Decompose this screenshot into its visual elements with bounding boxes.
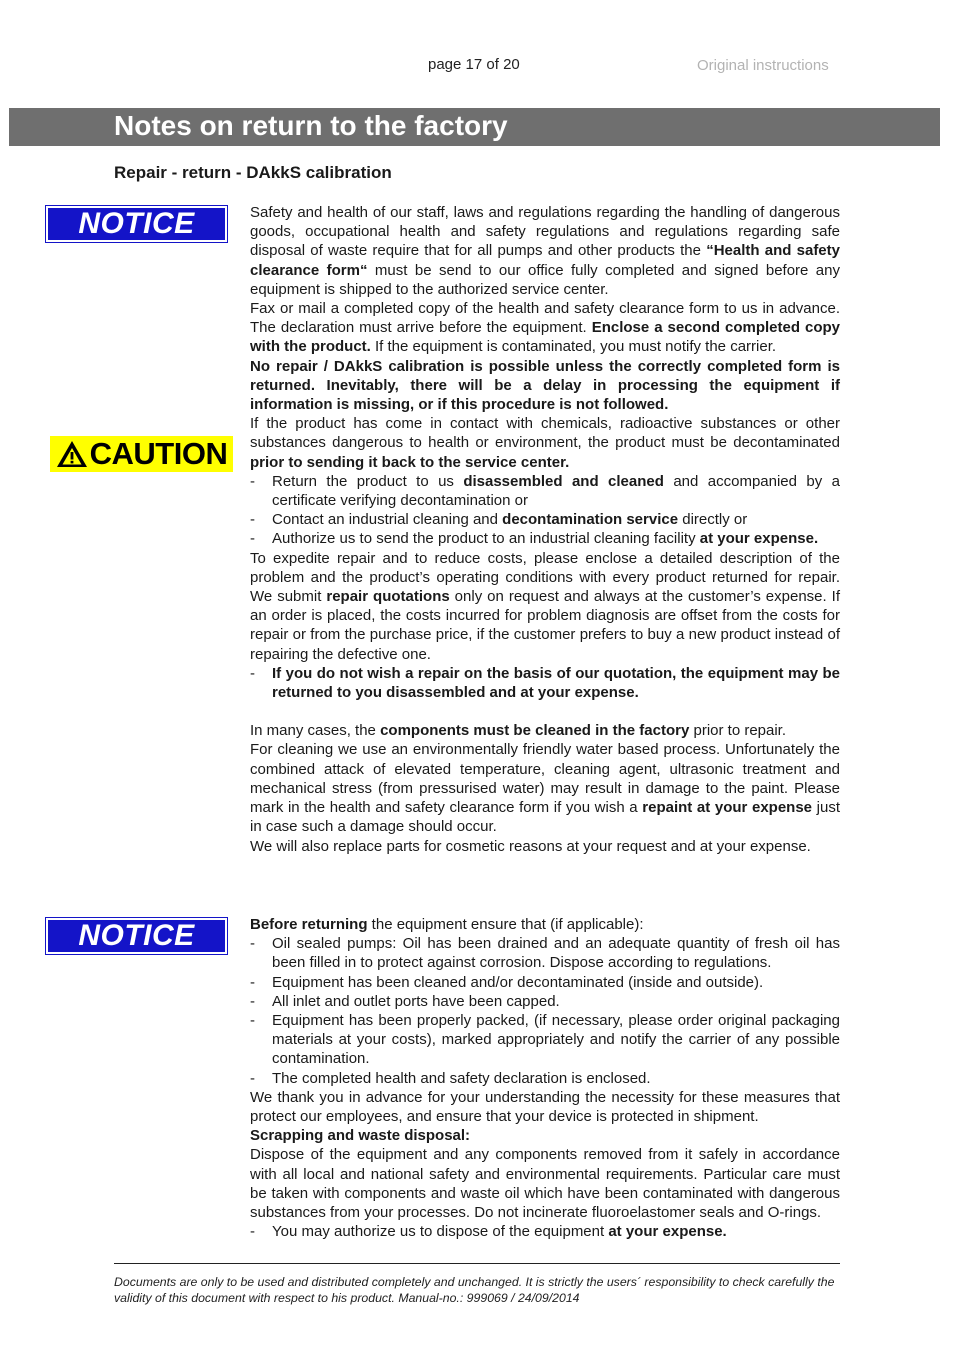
paragraph-before-returning: Before returning the equipment ensure that (if applicable): — [250, 916, 644, 933]
body-column-top — [250, 203, 840, 856]
list-item: - Equipment has been cleaned and/or decontaminated (inside and outside). — [250, 973, 764, 991]
paragraph-thank-you: We thank you in advance for your understanding the necessity for these measures that protect our employees, and ensure that your device is protected in shipment. — [250, 1088, 840, 1126]
list-item: - Authorize us to send the product to an industrial cleaning facility at your expense. — [250, 530, 819, 548]
title-banner — [9, 108, 940, 146]
paragraph-factory-cleaning: In many cases, the components must be cleaned in the factory prior to repair. — [250, 722, 787, 740]
list-item: - Return the product to us disassembled and cleaned and accompanied by a certificate verifying decontamination or — [250, 472, 840, 510]
heading-scrapping: Scrapping and waste disposal: — [250, 1127, 471, 1145]
notice-label-2 — [46, 918, 227, 954]
paragraph-cleaning-process: For cleaning we use an environmentally friendly water based process. Unfortunately the combined attack of elevated temperature, cleaning agent, ultrasonic treatment and mechanical stress (from pressurised water) may result in damage to the paint. Please mark in the health and safety clearance form if you wish a repaint at your expense just in case such a damage should occur. — [250, 741, 840, 836]
footer-disclaimer: Documents are only to be used and distributed completely and unchanged. It is strictly the users´ responsibility to check carefully the validity of this document with respect to his product. Manual-no.: 999069 / 24/09/2014 — [114, 1275, 835, 1305]
paragraph-fax-mail: Fax or mail a completed copy of the health and safety clearance form to us in advance. The declaration must arrive before the equipment. Enclose a second completed copy with the product. If the equipment is contaminated, you must notify the carrier. — [250, 300, 841, 356]
footer-divider — [114, 1263, 840, 1264]
list-item: - If you do not wish a repair on the basis of our quotation, the equipment may be returned to you disassembled and at your expense. — [250, 664, 840, 702]
list-item: - Equipment has been properly packed, (if necessary, please order original packaging materials at your costs), marked appropriately and notify the carrier of any possible contamination. — [250, 1012, 840, 1068]
paragraph-decontamination: If the product has come in contact with chemicals, radioactive substances or other substances dangerous to health or environment, the product must be decontaminated prior to sending it back to the service center. — [250, 415, 840, 471]
warning-triangle-icon — [56, 440, 88, 468]
list-item: - The completed health and safety declaration is enclosed. — [250, 1069, 651, 1087]
body-column-bottom — [250, 915, 840, 1241]
paragraph-no-repair: No repair / DAkkS calibration is possible unless the correctly completed form is returned. Inevitably, there will be a delay in processing the equipment if information is missing, or if this procedure is not followed. — [250, 357, 840, 414]
caution-label — [50, 436, 233, 472]
section-heading: Repair - return - DAkkS calibration — [114, 163, 392, 182]
list-item: - All inlet and outlet ports have been capped. — [250, 992, 560, 1010]
notice-text-2: NOTICE — [78, 919, 195, 952]
paragraph-repair-quotations: To expedite repair and to reduce costs, please enclose a detailed description of the problem and the product’s operating conditions with every product returned for repair. We submit repair quotations only on request and always at the customer’s expense. If an order is placed, the costs incurred for problem diagnosis are offset from the costs for repair or from the purchase price, if the customer prefers to buy a new product instead of repairing the defective one. — [250, 549, 840, 663]
page-number: page 17 of 20 — [428, 56, 520, 73]
paragraph-disposal: Dispose of the equipment and any components removed from it safely in accordance with all local and national safety and environmental requirements. Particular care must be taken with components and waste oil which have been contaminated with dangerous substances from your processes. Do not incinerate fluoroelastomer seals and O-rings. — [250, 1146, 840, 1222]
page-title: Notes on return to the factory — [114, 110, 508, 141]
original-instructions-label: Original instructions — [697, 57, 829, 74]
list-item: - Oil sealed pumps: Oil has been drained and an adequate quantity of fresh oil has been filled in to protect against corrosion. Dispose according to regulations. — [250, 935, 840, 972]
caution-text: CAUTION — [89, 436, 228, 471]
paragraph-clearance-form: Safety and health of our staff, laws and regulations regarding the handling of dangerous goods, occupational health and safety regulations and regulations regarding safe disposal of waste require that for all pumps and other products the “Health and safety clearance form“ must be send to our office fully completed and signed before any equipment is shipped to the authorized service center. — [250, 204, 840, 298]
list-item: - Contact an industrial cleaning and decontamination service directly or — [250, 511, 748, 529]
list-item: - You may authorize us to dispose of the equipment at your expense. — [250, 1223, 727, 1241]
notice-text-1: NOTICE — [78, 207, 195, 240]
paragraph-cosmetic: We will also replace parts for cosmetic reasons at your request and at your expense. — [250, 837, 811, 855]
notice-label-1 — [46, 206, 227, 242]
